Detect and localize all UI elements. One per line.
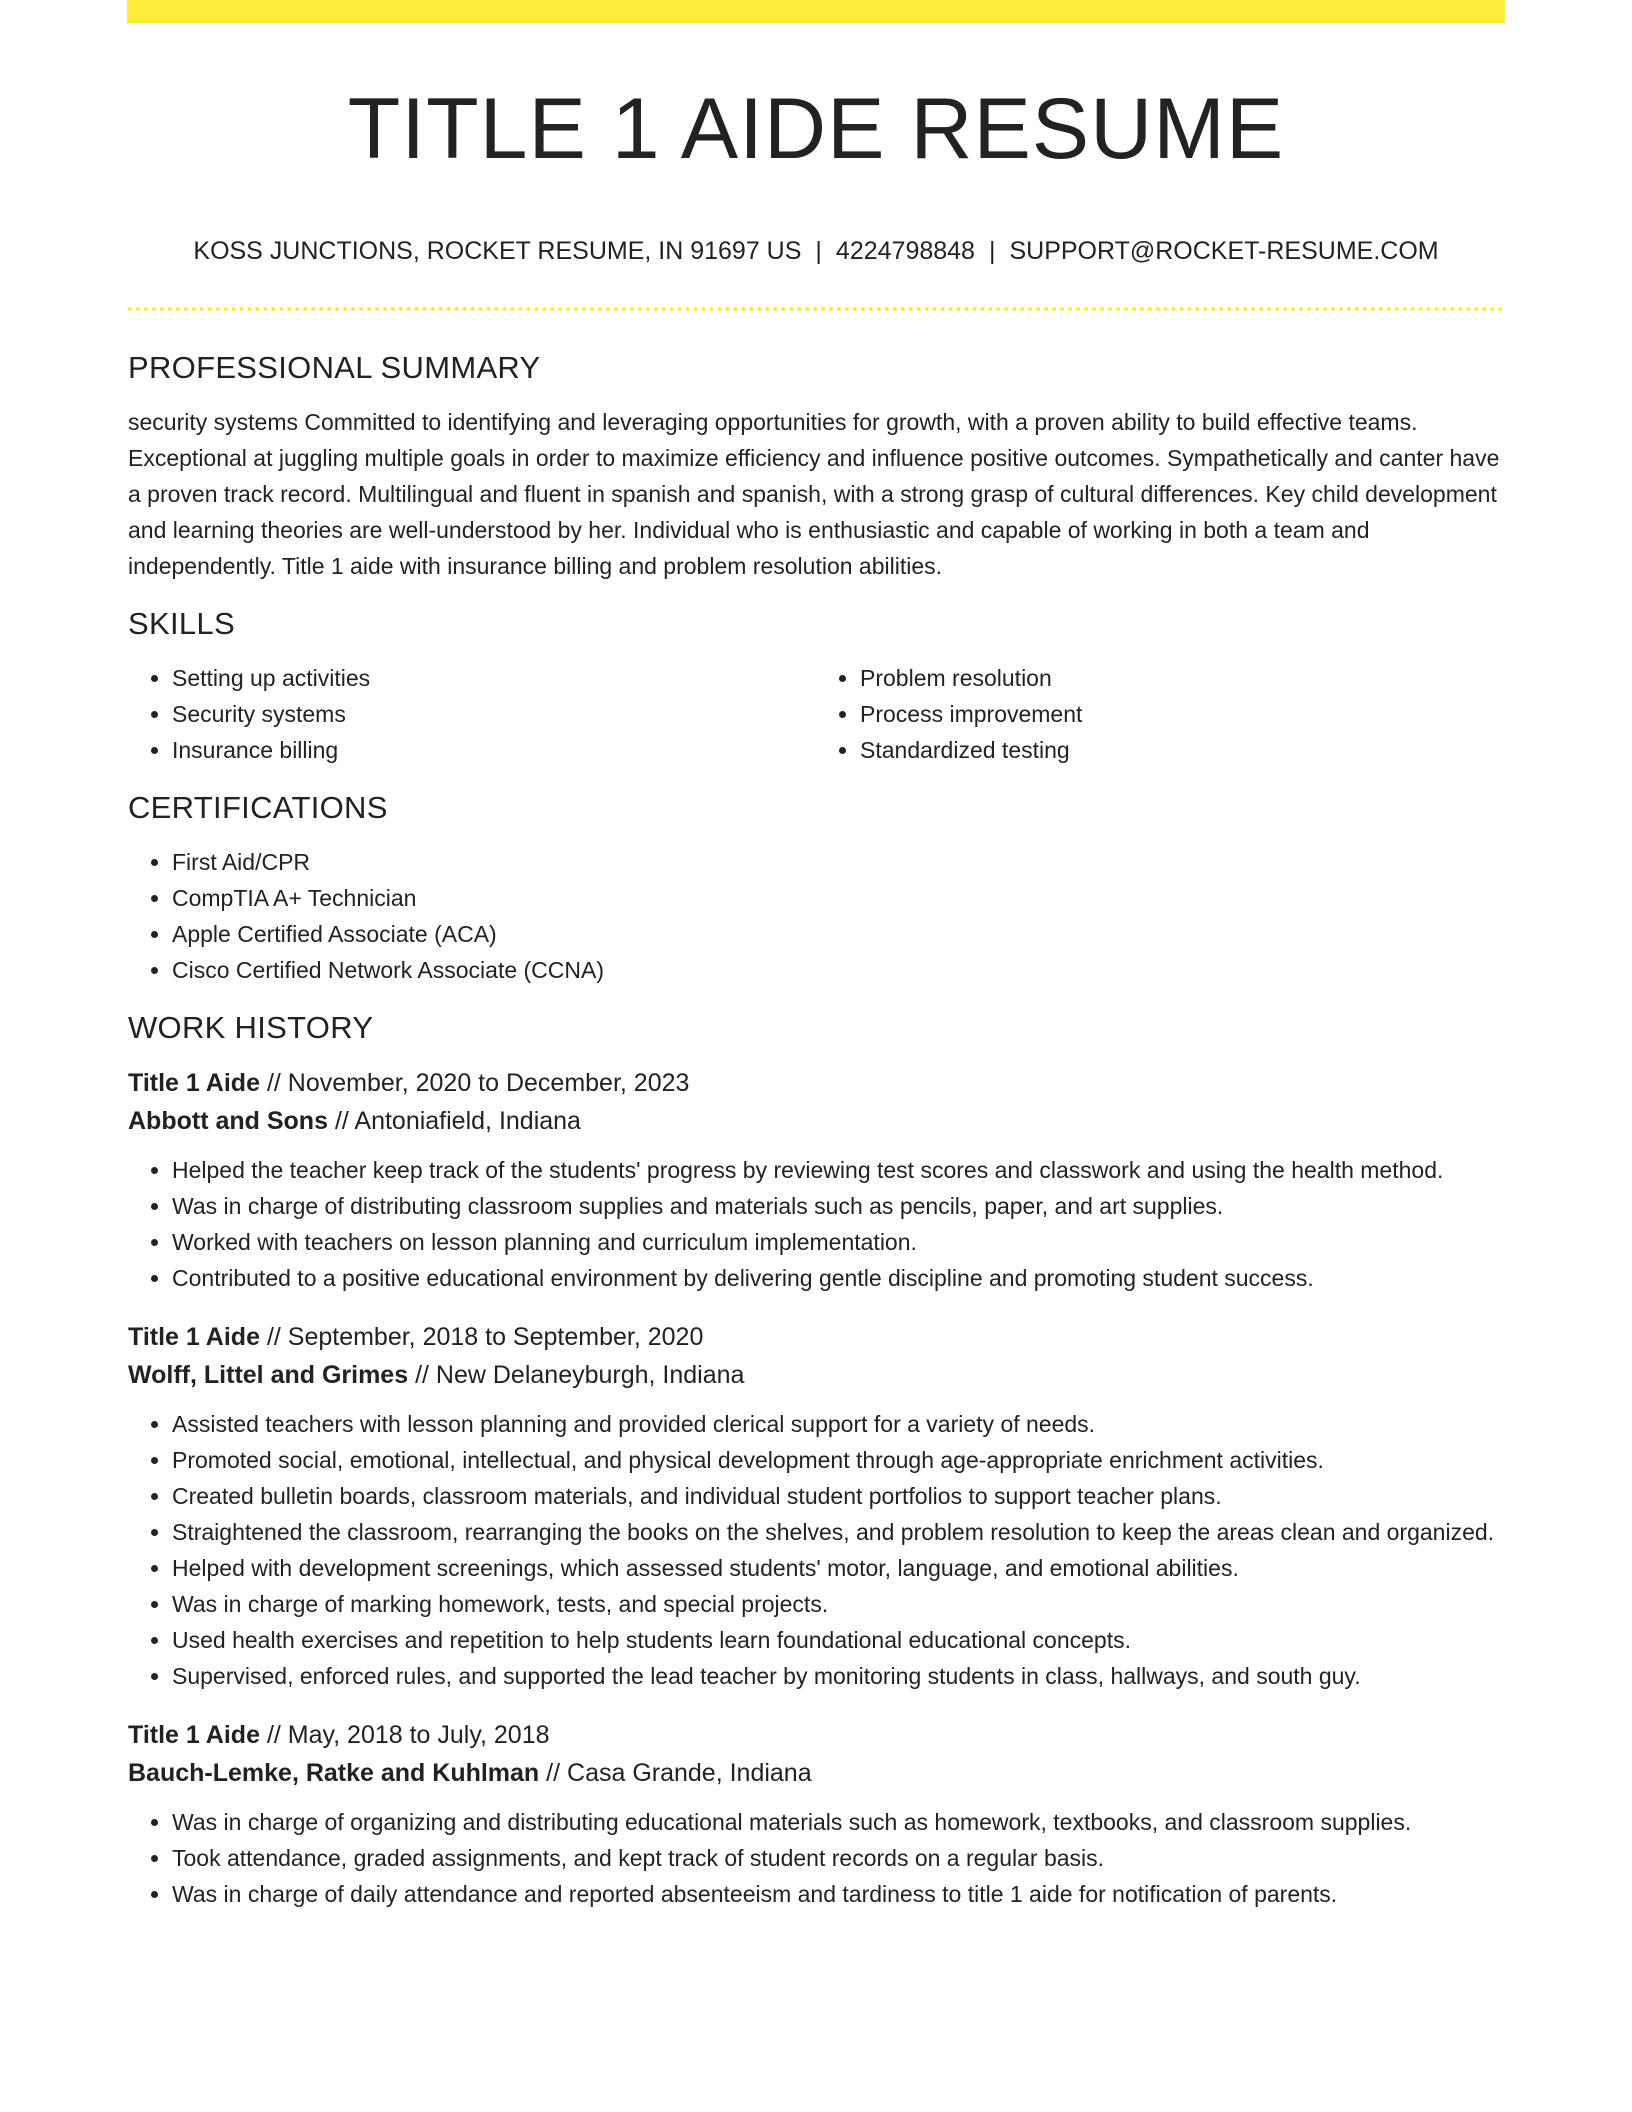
certification-item: • CompTIA A+ Technician [172,880,1504,916]
certification-item: • Cisco Certified Network Associate (CCNA) [172,952,1504,988]
job-bullets [128,1152,1504,1296]
job-bullet: • Created bulletin boards, classroom materials, and individual student portfolios to support teacher plans. [172,1478,1504,1514]
skill-item: • Standardized testing [860,732,1504,768]
skill-item: • Process improvement [860,696,1504,732]
contact-email[interactable]: SUPPORT@ROCKET-RESUME.COM [1009,237,1439,265]
job-bullet: • Was in charge of organizing and distributing educational materials such as homework, textbooks, and classroom supplies. [172,1804,1504,1840]
top-accent-bar [127,0,1505,23]
skills-section [128,606,1504,768]
work-history-section [128,1010,1504,1912]
job-title-line [128,1064,1504,1102]
job-bullets [128,1406,1504,1694]
job-bullet: • Used health exercises and repetition to help students learn foundational educational concepts. [172,1622,1504,1658]
certification-item: • First Aid/CPR [172,844,1504,880]
job-bullet: • Was in charge of marking homework, tests, and special projects. [172,1586,1504,1622]
job-dates: // May, 2018 to July, 2018 [266,1721,550,1749]
job-bullet: • Was in charge of distributing classroom supplies and materials such as pencils, paper, and art supplies. [172,1188,1504,1224]
job-bullet: • Supervised, enforced rules, and supported the lead teacher by monitoring students in class, hallways, and south guy. [172,1658,1504,1694]
job-bullet: • Took attendance, graded assignments, and kept track of student records on a regular basis. [172,1840,1504,1876]
summary-text: security systems Committed to identifying and leveraging opportunities for growth, with a proven ability to build effective teams. Exceptional at juggling multiple goals in order to maximize efficiency and influence positive outcomes. Sympathetically and canter have a proven track record. Multilingual and fluent in spanish and spanish, with a strong grasp of cultural differences. Key child development and learning theories are well-understood by her. Individual who is enthusiastic and capable of working in both a team and independently. Title 1 aide with insurance billing and problem resolution abilities. [128,409,1500,579]
skills-heading: SKILLS [128,606,235,641]
certifications-list [128,844,1504,988]
job-company: Abbott and Sons [128,1107,328,1135]
job-location: // Antoniafield, Indiana [334,1107,581,1135]
certification-item: • Apple Certified Associate (ACA) [172,916,1504,952]
certifications-section [128,790,1504,988]
job-bullet: • Worked with teachers on lesson planning and curriculum implementation. [172,1224,1504,1260]
summary-heading: PROFESSIONAL SUMMARY [128,350,541,385]
job-company-line [128,1102,1504,1140]
work-history-heading: WORK HISTORY [128,1010,374,1045]
job-bullet: • Helped the teacher keep track of the students' progress by reviewing test scores and classwork and using the health method. [172,1152,1504,1188]
skill-item: • Security systems [172,696,816,732]
job-dates: // September, 2018 to September, 2020 [266,1323,704,1351]
job-dates: // November, 2020 to December, 2023 [266,1069,690,1097]
page-title: TITLE 1 AIDE RESUME [347,81,1285,177]
job-title: Title 1 Aide [128,1721,260,1749]
contact-address: KOSS JUNCTIONS, ROCKET RESUME, IN 91697 US [193,237,802,265]
job-company-line [128,1356,1504,1394]
dotted-divider [128,307,1504,311]
job-company: Wolff, Littel and Grimes [128,1361,409,1389]
skills-list-left [128,660,816,768]
job-entry [128,1318,1504,1694]
skill-item: • Insurance billing [172,732,816,768]
skill-item: • Setting up activities [172,660,816,696]
job-title-line [128,1318,1504,1356]
contact-separator: | [815,237,822,265]
job-title-line [128,1716,1504,1754]
job-bullet: • Helped with development screenings, which assessed students' motor, language, and emotional abilities. [172,1550,1504,1586]
job-bullets [128,1804,1504,1912]
job-entry [128,1716,1504,1912]
job-title: Title 1 Aide [128,1069,260,1097]
job-bullet: • Contributed to a positive educational environment by delivering gentle discipline and promoting student success. [172,1260,1504,1296]
job-bullet: • Assisted teachers with lesson planning and provided clerical support for a variety of needs. [172,1406,1504,1442]
job-location: // New Delaneyburgh, Indiana [415,1361,745,1389]
skill-item: • Problem resolution [860,660,1504,696]
job-location: // Casa Grande, Indiana [546,1759,812,1787]
skills-columns [128,660,1504,768]
job-entry [128,1064,1504,1296]
certifications-heading: CERTIFICATIONS [128,790,388,825]
job-bullet: • Straightened the classroom, rearranging the books on the shelves, and problem resolution to keep the areas clean and organized. [172,1514,1504,1550]
job-company-line [128,1754,1504,1792]
job-title: Title 1 Aide [128,1323,260,1351]
job-company: Bauch-Lemke, Ratke and Kuhlman [128,1759,540,1787]
job-bullet: • Promoted social, emotional, intellectual, and physical development through age-appropriate enrichment activities. [172,1442,1504,1478]
contact-phone: 4224798848 [835,237,975,265]
skills-list-right [816,660,1504,768]
job-bullet: • Was in charge of daily attendance and reported absenteeism and tardiness to title 1 aide for notification of parents. [172,1876,1504,1912]
contact-line [128,237,1504,266]
summary-section [128,350,1504,584]
contact-separator: | [988,237,996,265]
resume-body [128,350,1504,1934]
